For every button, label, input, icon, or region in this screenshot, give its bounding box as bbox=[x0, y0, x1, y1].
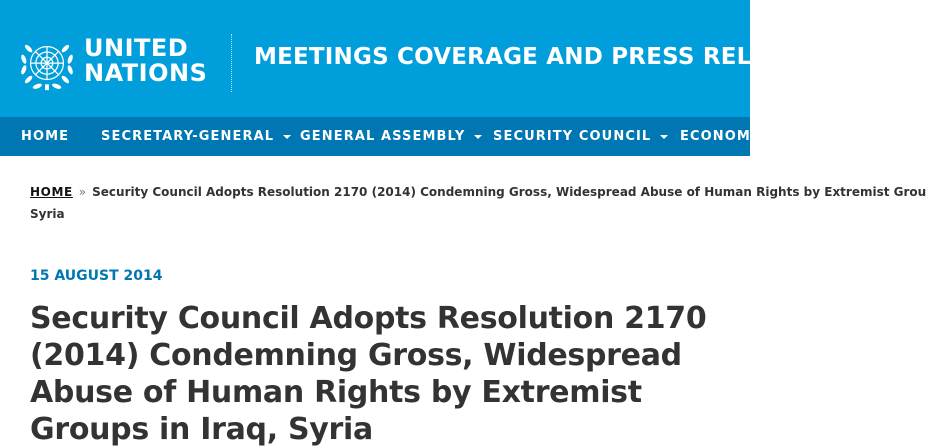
breadcrumb-separator-icon: » bbox=[78, 185, 87, 199]
site-title[interactable]: MEETINGS COVERAGE AND PRESS RELEASES bbox=[254, 44, 835, 70]
org-name-line1: UNITED bbox=[84, 34, 189, 62]
nav-item-economic[interactable] bbox=[680, 117, 768, 156]
nav-item-label: GENERAL ASSEMBLY bbox=[300, 129, 466, 144]
nav-item-home[interactable] bbox=[21, 117, 69, 156]
breadcrumb-current-continued: Syria bbox=[30, 207, 65, 221]
un-emblem-icon[interactable] bbox=[18, 36, 76, 94]
header-divider bbox=[231, 34, 232, 92]
breadcrumb bbox=[30, 181, 926, 203]
article-title: Security Council Adopts Resolution 2170 (2014) Condemning Gross, Widespread Abuse of Human Rights by Extremist Groups in Iraq, Syria bbox=[30, 301, 707, 447]
caret-down-icon bbox=[660, 135, 668, 139]
nav-item-label: SECRETARY-GENERAL bbox=[101, 129, 275, 144]
nav-item-label: HOME bbox=[21, 129, 70, 144]
org-name-line2: NATIONS bbox=[84, 59, 208, 87]
nav-item-label: SECURITY COUNCIL bbox=[493, 129, 652, 144]
site-header bbox=[0, 0, 835, 117]
breadcrumb-home-link[interactable]: HOME bbox=[30, 185, 73, 199]
main-nav bbox=[0, 117, 768, 156]
nav-item-secretary-general[interactable] bbox=[101, 117, 291, 156]
caret-down-icon bbox=[283, 135, 291, 139]
nav-item-general-assembly[interactable] bbox=[300, 117, 482, 156]
nav-item-security-council[interactable] bbox=[493, 117, 668, 156]
article-date: 15 AUGUST 2014 bbox=[30, 268, 163, 284]
breadcrumb-current: Security Council Adopts Resolution 2170 (2014) Condemning Gross, Widespread Abuse of Human Rights by Extremist Grou bbox=[92, 185, 926, 199]
caret-down-icon bbox=[474, 135, 482, 139]
nav-item-label: ECONOMIC bbox=[680, 129, 768, 144]
organization-name[interactable] bbox=[84, 36, 207, 86]
